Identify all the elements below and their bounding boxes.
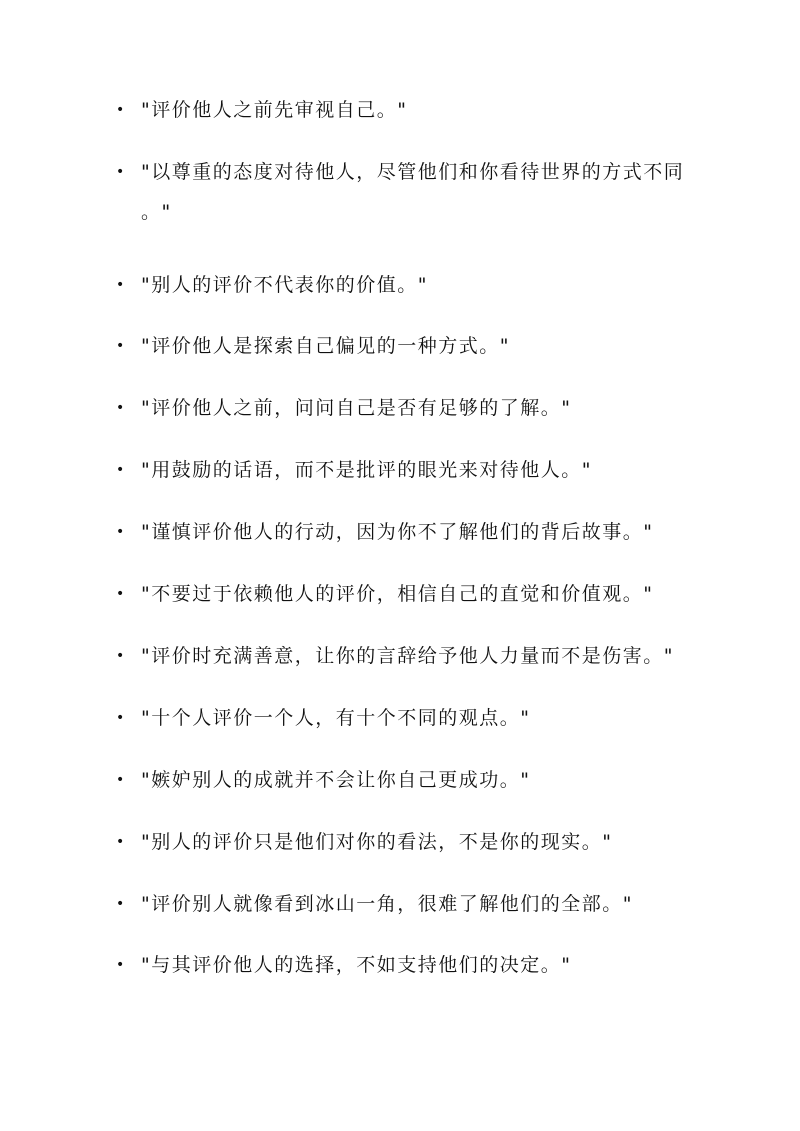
quote-text: "评价他人之前，问问自己是否有足够的了解。"	[141, 397, 572, 419]
bullet: •	[116, 524, 126, 540]
quote-text: "用鼓励的话语，而不是批评的眼光来对待他人。"	[141, 459, 592, 481]
quote-text: "嫉妒别人的成就并不会让你自己更成功。"	[141, 769, 531, 791]
quote-text: "评价时充满善意，让你的言辞给予他人力量而不是伤害。"	[141, 645, 674, 667]
quote-text-line: 。"	[141, 201, 172, 223]
bullet: •	[116, 648, 126, 664]
quote-text: "评价别人就像看到冰山一角，很难了解他们的全部。"	[141, 893, 633, 915]
quote-text-line: "以尊重的态度对待他人，尽管他们和你看待世界的方式不同	[141, 161, 685, 183]
bullet: •	[116, 277, 126, 293]
bullet: •	[116, 834, 126, 850]
bullet: •	[116, 957, 126, 973]
quote-text: "十个人评价一个人，有十个不同的观点。"	[141, 707, 531, 729]
bullet: •	[116, 164, 126, 180]
bullet: •	[116, 772, 126, 788]
quote-text	[141, 152, 701, 223]
bullet: •	[116, 102, 126, 118]
quote-text: "别人的评价不代表你的价值。"	[141, 274, 428, 296]
quote-text: "不要过于依赖他人的评价，相信自己的直觉和价值观。"	[141, 583, 654, 605]
quote-text: "与其评价他人的选择，不如支持他们的决定。"	[141, 954, 572, 976]
bullet: •	[116, 462, 126, 478]
bullet: •	[116, 896, 126, 912]
quote-text: "别人的评价只是他们对你的看法，不是你的现实。"	[141, 831, 613, 853]
bullet: •	[116, 338, 126, 354]
bullet: •	[116, 710, 126, 726]
quote-text: "谨慎评价他人的行动，因为你不了解他们的背后故事。"	[141, 521, 654, 543]
quote-text: "评价他人是探索自己偏见的一种方式。"	[141, 335, 510, 357]
quote-text: "评价他人之前先审视自己。"	[141, 99, 408, 121]
bullet: •	[116, 400, 126, 416]
bullet: •	[116, 586, 126, 602]
